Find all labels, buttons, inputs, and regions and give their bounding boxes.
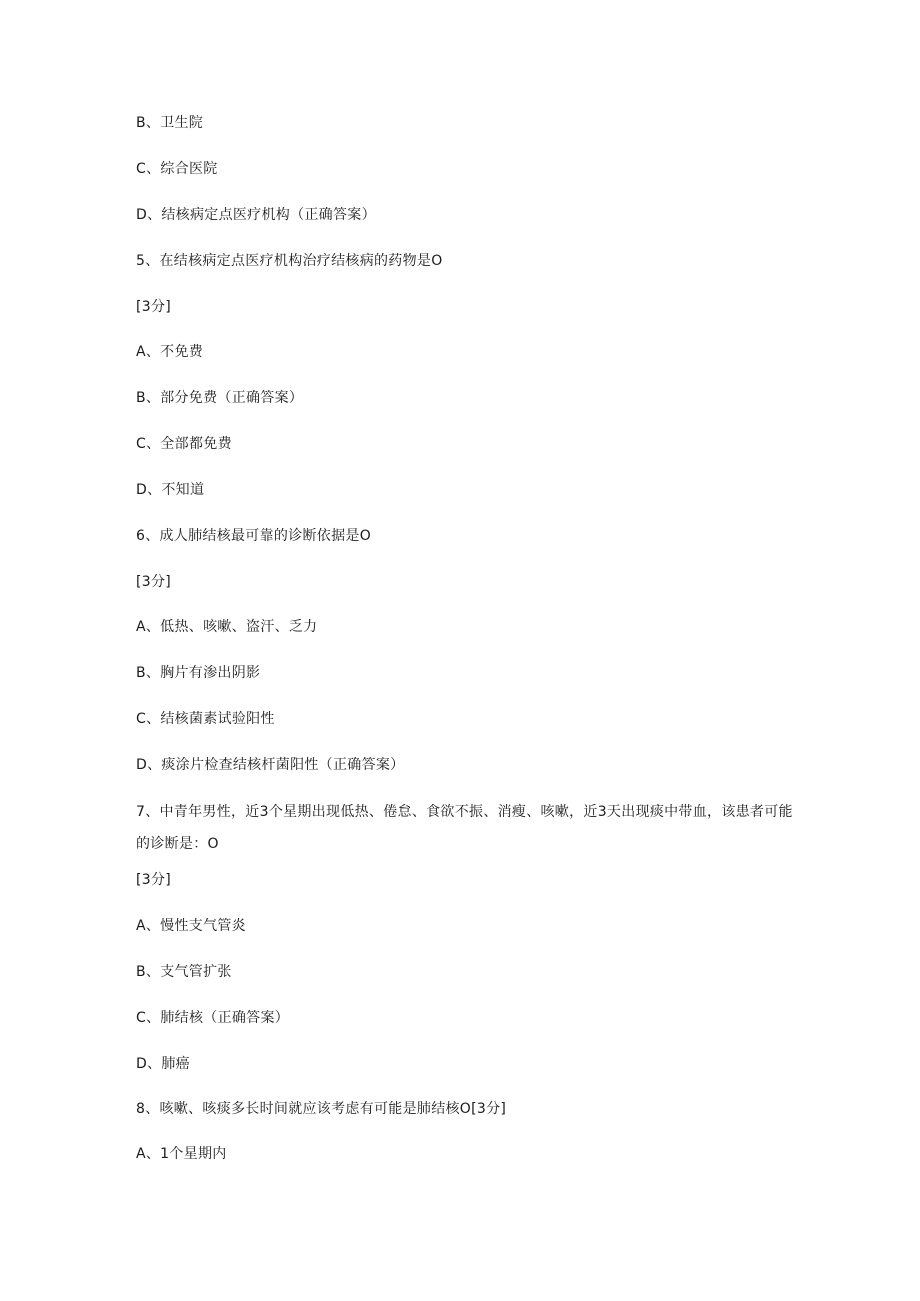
option-a-line: A、1个星期内 (136, 1146, 227, 1162)
option-c-line: C、肺结核（正确答案） (136, 1010, 290, 1026)
option-b-line: B、卫生院 (136, 115, 204, 131)
option-c-line: C、结核菌素试验阳性 (136, 711, 275, 727)
question-6: 6、成人肺结核最可靠的诊断依据是O (136, 528, 372, 544)
option-d-line: D、痰涂片检查结核杆菌阳性（正确答案） (136, 757, 405, 773)
score-label: [3分] (136, 574, 172, 590)
option-a-line: A、低热、咳嗽、盗汗、乏力 (136, 619, 318, 635)
question-5: 5、在结核病定点医疗机构治疗结核病的药物是O (136, 253, 443, 269)
score-label: [3分] (136, 299, 172, 315)
option-d-line: D、肺癌 (136, 1056, 190, 1072)
question-7: 7、中青年男性，近3个星期出现低热、倦怠、食欲不振、消瘦、咳嗽，近3天出现痰中带血，该患者可能的诊断是：O (136, 804, 793, 852)
option-b-line: B、胸片有渗出阴影 (136, 665, 261, 681)
score-label: [3分] (136, 872, 172, 888)
option-b-line: B、部分免费（正确答案） (136, 390, 304, 406)
question-8: 8、咳嗽、咳痰多长时间就应该考虑有可能是肺结核O[3分] (136, 1101, 507, 1117)
option-d-line: D、结核病定点医疗机构（正确答案） (136, 207, 376, 223)
option-c-line: C、综合医院 (136, 161, 218, 177)
option-b-line: B、支气管扩张 (136, 964, 232, 980)
option-a-line: A、慢性支气管炎 (136, 918, 246, 934)
option-a-line: A、不免费 (136, 344, 204, 360)
option-d-line: D、不知道 (136, 482, 205, 498)
option-c-line: C、全部都免费 (136, 436, 232, 452)
